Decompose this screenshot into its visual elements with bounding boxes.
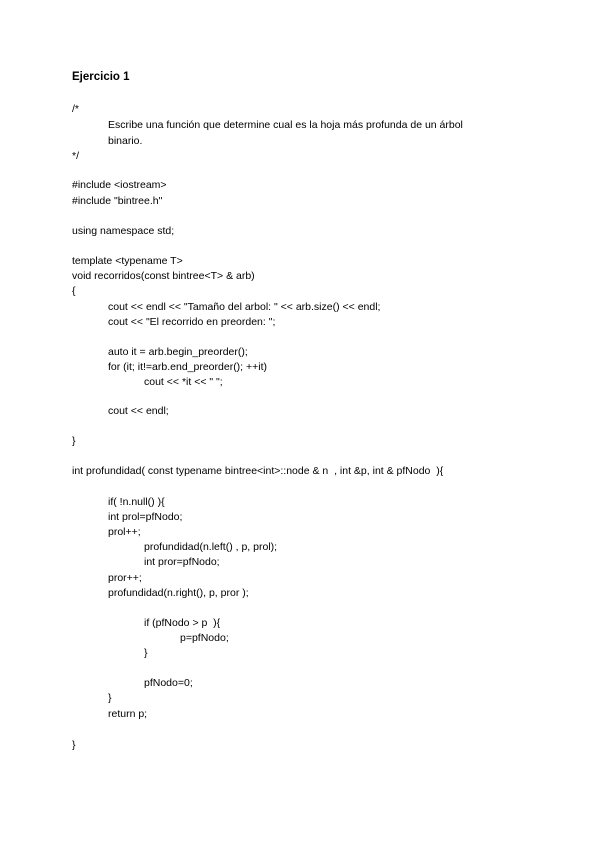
code-line: binario. — [108, 135, 143, 147]
code-line: void recorridos(const bintree<T> & arb) — [72, 270, 255, 282]
code-line: cout << *it << " "; — [144, 376, 223, 388]
code-line: profundidad(n.left() , p, prol); — [144, 541, 278, 553]
code-line: int pror=pfNodo; — [144, 556, 220, 568]
code-line: } — [72, 435, 76, 447]
code-line: } — [144, 647, 148, 659]
code-line: profundidad(n.right(), p, pror ); — [108, 587, 249, 599]
code-line: prol++; — [108, 526, 141, 538]
code-line: pfNodo=0; — [144, 677, 193, 689]
code-line: if (pfNodo > p ){ — [144, 617, 221, 629]
code-line: for (it; it!=arb.end_preorder(); ++it) — [108, 361, 268, 373]
code-line: */ — [72, 150, 80, 162]
code-line: if( !n.null() ){ — [108, 496, 165, 508]
code-line: template <typename T> — [72, 255, 183, 267]
code-line: } — [72, 739, 76, 751]
code-line: auto it = arb.begin_preorder(); — [108, 346, 248, 358]
code-line: cout << endl; — [108, 405, 169, 417]
code-line: p=pfNodo; — [180, 632, 229, 644]
code-line: cout << "El recorrido en preorden: "; — [108, 316, 276, 328]
code-line: pror++; — [108, 572, 142, 584]
code-line: #include <iostream> — [72, 179, 167, 191]
code-line: #include "bintree.h" — [72, 195, 163, 207]
code-line: int prol=pfNodo; — [108, 511, 183, 523]
code-line: using namespace std; — [72, 225, 175, 237]
exercise-title: Ejercicio 1 — [72, 71, 130, 83]
code-line: int profundidad( const typename bintree<int>::node & n , int &p, int & pfNodo ){ — [72, 465, 444, 477]
code-line: cout << endl << "Tamaño del arbol: " << arb.size() << endl; — [108, 301, 381, 313]
code-line: { — [72, 285, 76, 297]
code-line: return p; — [108, 708, 148, 720]
code-line: Escribe una función que determine cual es la hoja más profunda de un árbol — [108, 119, 463, 131]
code-line: /* — [72, 103, 80, 115]
code-line: } — [108, 692, 112, 704]
